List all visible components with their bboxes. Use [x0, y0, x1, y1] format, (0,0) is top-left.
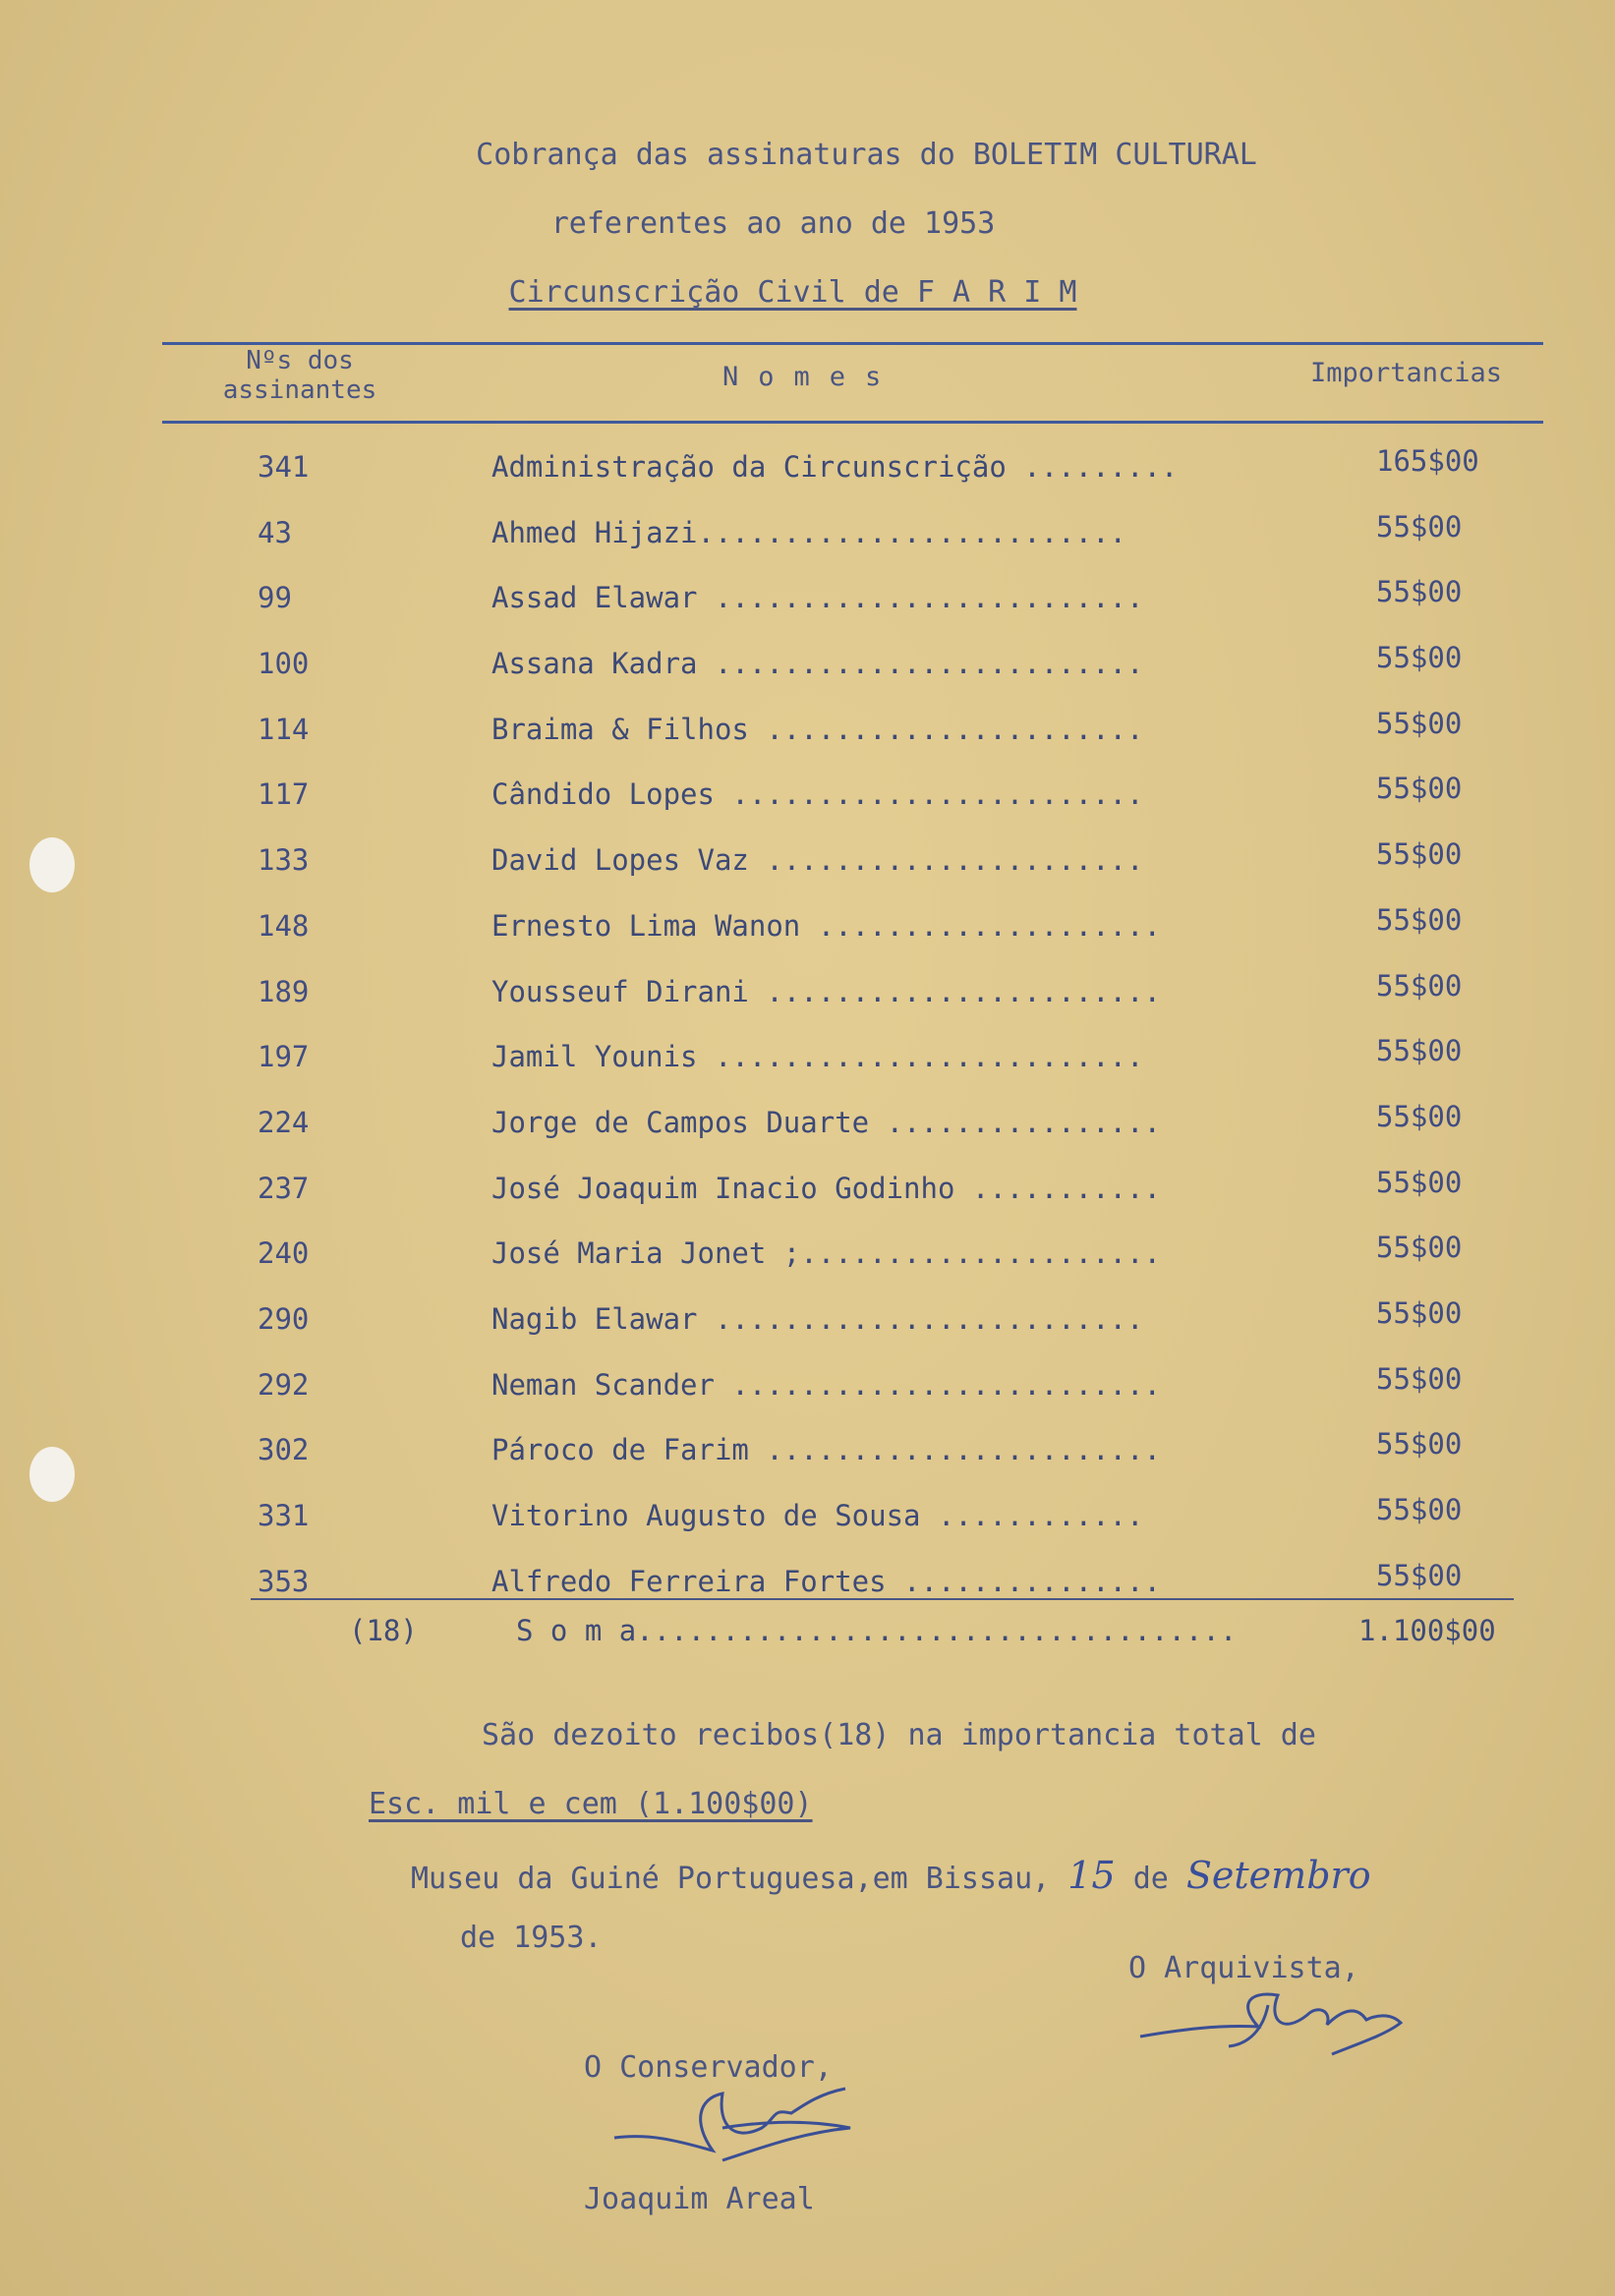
subscriber-number: 117: [258, 777, 310, 812]
subscriber-number: 341: [258, 450, 310, 484]
subscriber-amount: 55$00: [1376, 1361, 1463, 1396]
table-header-rule: [162, 421, 1543, 424]
column-header-value: Importancias: [1310, 358, 1503, 388]
table-row: [0, 1034, 1615, 1106]
subscriber-name: Nagib Elawar .........................: [491, 1301, 1144, 1336]
document-title: Cobrança das assinaturas do BOLETIM CULTURAL: [476, 138, 1257, 172]
table-row: [0, 1295, 1615, 1368]
subscriber-amount: 55$00: [1376, 1165, 1463, 1199]
subscriber-number: 290: [258, 1301, 310, 1336]
table-row: [0, 772, 1615, 843]
subscriber-amount: 55$00: [1376, 706, 1463, 740]
subscriber-number: 240: [258, 1236, 310, 1271]
subscriber-name: Pároco de Farim .......................: [491, 1433, 1161, 1467]
table-row: [0, 706, 1615, 778]
subscriber-amount: 55$00: [1376, 509, 1463, 544]
subscriber-number: 292: [258, 1367, 310, 1402]
conservator-title: O Conservador,: [584, 2050, 833, 2085]
handwritten-month: Setembro: [1185, 1854, 1371, 1897]
receipts-statement: São dezoito recibos(18) na importancia total de: [482, 1718, 1316, 1752]
table-row: [0, 837, 1615, 909]
subscriber-number: 99: [258, 581, 292, 615]
subscriber-name: Cândido Lopes ........................: [491, 777, 1144, 812]
subscriber-name: Assad Elawar .........................: [491, 581, 1144, 615]
subscriber-amount: 55$00: [1376, 1099, 1463, 1133]
subscriber-amount: 55$00: [1376, 837, 1463, 872]
place-date-line: Museu da Guiné Portuguesa,em Bissau, 15 de Setembro: [411, 1854, 1371, 1897]
subscriber-number: 353: [258, 1564, 310, 1598]
subscriber-name: Braima & Filhos ......................: [491, 712, 1144, 746]
table-row: [0, 509, 1615, 582]
sum-total: 1.100$00: [1358, 1614, 1496, 1647]
subscriber-amount: 55$00: [1376, 1034, 1463, 1068]
subscriber-amount: 55$00: [1376, 968, 1463, 1003]
subscriber-name: Yousseuf Dirani .......................: [491, 974, 1161, 1008]
subscriber-number: 197: [258, 1040, 310, 1074]
subscriber-number: 224: [258, 1105, 310, 1139]
column-header-number: Nºs dos assinantes: [222, 346, 377, 405]
archivist-signature: [1121, 1976, 1415, 2074]
subscriber-amount: 55$00: [1376, 1231, 1463, 1265]
table-row: [0, 1165, 1615, 1237]
subscriber-amount: 55$00: [1376, 1295, 1463, 1330]
table-row: [0, 1231, 1615, 1302]
subscriber-number: 133: [258, 843, 310, 878]
table-row: [0, 575, 1615, 647]
subscriber-name: José Joaquim Inacio Godinho ...........: [491, 1171, 1161, 1205]
subscriber-number: 100: [258, 647, 310, 681]
subscriber-amount: 55$00: [1376, 575, 1463, 609]
subscriber-name: Ahmed Hijazi.........................: [491, 515, 1127, 549]
subscriber-amount: 165$00: [1376, 444, 1479, 478]
subscriber-amount: 55$00: [1376, 641, 1463, 675]
district-heading: Circunscrição Civil de F A R I M: [508, 275, 1077, 310]
column-header-name: Nomes: [722, 362, 901, 392]
subscriber-name: Neman Scander .........................: [491, 1367, 1161, 1402]
subscriber-number: 189: [258, 974, 310, 1008]
subscriber-number: 331: [258, 1499, 310, 1532]
subscriber-amount: 55$00: [1376, 1427, 1463, 1462]
table-row: [0, 1099, 1615, 1172]
table-top-rule: [162, 342, 1543, 345]
subscriber-number: 148: [258, 908, 310, 943]
subscriber-name: Jorge de Campos Duarte ................: [491, 1105, 1161, 1139]
subscriber-amount: 55$00: [1376, 1493, 1463, 1526]
sum-label: S o m a...................................: [516, 1614, 1238, 1647]
total-in-words: Esc. mil e cem (1.100$00): [369, 1787, 813, 1821]
table-row: [0, 444, 1615, 516]
conservator-signature: [605, 2074, 880, 2182]
subscriber-name: José Maria Jonet ;.....................: [491, 1236, 1161, 1271]
subscriber-amount: 55$00: [1376, 772, 1463, 806]
table-row: [0, 902, 1615, 975]
sum-count: (18): [349, 1614, 418, 1647]
subscriber-name: David Lopes Vaz ......................: [491, 843, 1144, 878]
subscriber-name: Alfredo Ferreira Fortes ...............: [491, 1564, 1161, 1598]
document-subtitle: referentes ao ano de 1953: [550, 206, 996, 241]
subscriber-amount: 55$00: [1376, 902, 1463, 937]
year-line: de 1953.: [460, 1921, 603, 1955]
conservator-name: Joaquim Areal: [584, 2182, 815, 2216]
subscriber-name: Administração da Circunscrição .........: [491, 450, 1179, 484]
table-row: [0, 1493, 1615, 1565]
subscriber-list: [0, 444, 1615, 1630]
subscriber-name: Jamil Younis .........................: [491, 1040, 1144, 1074]
table-row: [0, 1361, 1615, 1434]
subscriber-name: Ernesto Lima Wanon ....................: [491, 908, 1161, 943]
archivist-title: O Arquivista,: [1128, 1951, 1359, 1985]
table-row: [0, 968, 1615, 1041]
subscriber-number: 237: [258, 1171, 310, 1205]
table-row: [0, 641, 1615, 713]
handwritten-day: 15: [1067, 1854, 1116, 1897]
table-row: [0, 1427, 1615, 1499]
subscriber-number: 302: [258, 1433, 310, 1467]
subscriber-name: Assana Kadra .........................: [491, 647, 1144, 681]
subscriber-number: 43: [258, 515, 292, 549]
sum-rule: [251, 1598, 1514, 1600]
subscriber-number: 114: [258, 712, 310, 746]
subscriber-name: Vitorino Augusto de Sousa ............: [491, 1499, 1144, 1532]
subscriber-amount: 55$00: [1376, 1558, 1463, 1592]
